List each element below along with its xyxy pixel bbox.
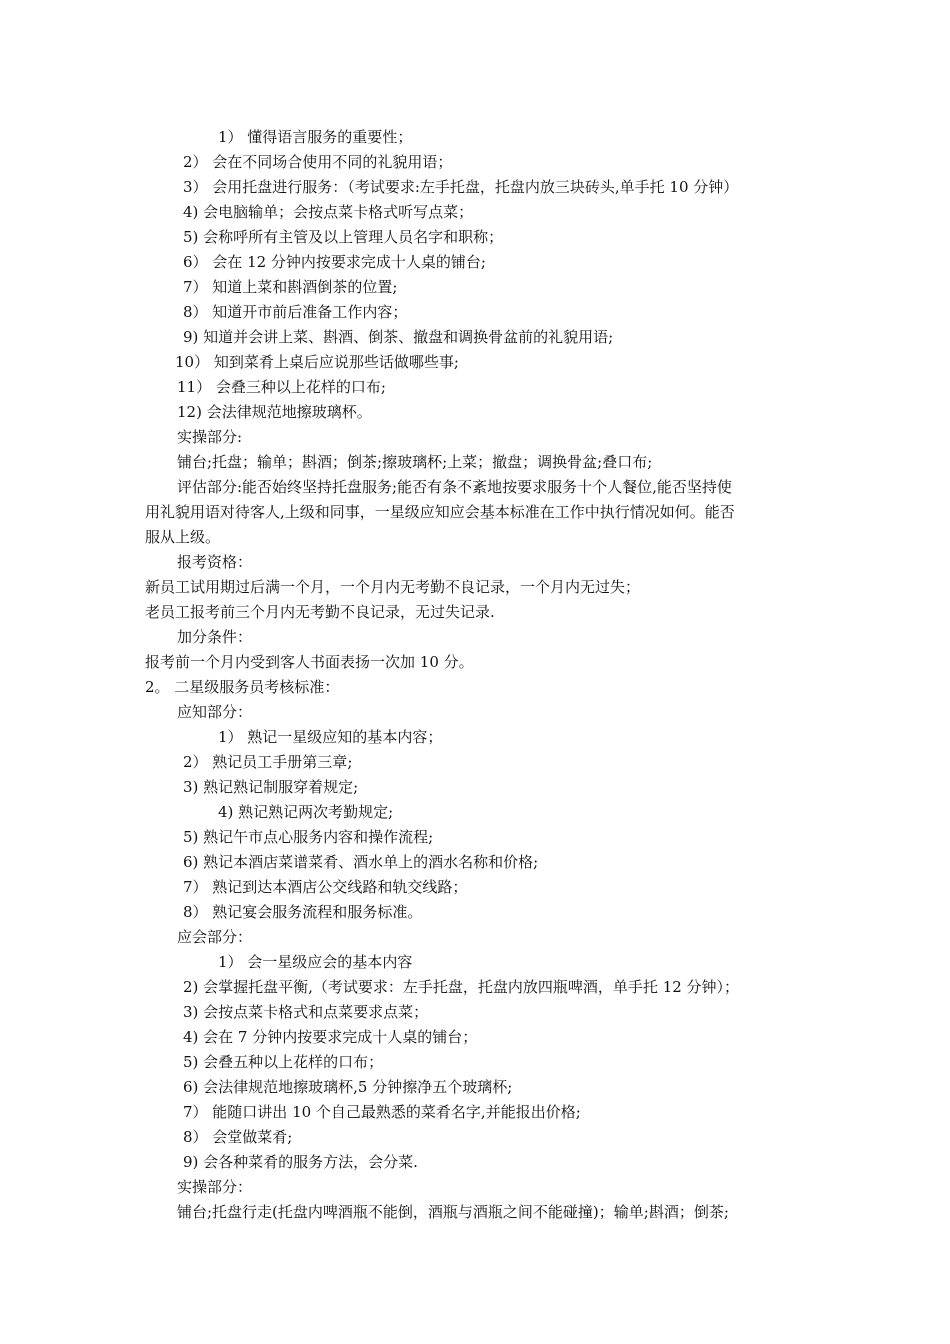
text-line: 4) 熟记熟记两次考勤规定; bbox=[218, 803, 394, 821]
text-line: 6) 会法律规范地擦玻璃杯,5 分钟擦净五个玻璃杯; bbox=[183, 1078, 513, 1096]
text-line: 6) 熟记本酒店菜谱菜肴、酒水单上的酒水名称和价格; bbox=[183, 853, 539, 871]
text-line: 3） 会用托盘进行服务：（考试要求:左手托盘，托盘内放三块砖头,单手托 10 分钟） bbox=[183, 178, 739, 196]
text-line: 铺台;托盘行走(托盘内啤酒瓶不能倒，酒瓶与酒瓶之间不能碰撞)；输单;斟酒；倒茶; bbox=[177, 1203, 729, 1221]
text-line: 铺台;托盘；输单；斟酒；倒茶;擦玻璃杯;上菜；撤盘；调换骨盆;叠口布; bbox=[177, 453, 653, 471]
text-line: 12) 会法律规范地擦玻璃杯。 bbox=[177, 403, 372, 421]
text-line: 5) 熟记午市点心服务内容和操作流程; bbox=[183, 828, 434, 846]
text-line: 2) 会掌握托盘平衡,（考试要求：左手托盘，托盘内放四瓶啤酒，单手托 12 分钟）； bbox=[183, 978, 740, 996]
text-line: 11） 会叠三种以上花样的口布; bbox=[177, 378, 386, 396]
text-line: 评估部分:能否始终坚持托盘服务;能否有条不紊地按要求服务十个人餐位,能否坚持使 bbox=[177, 478, 732, 496]
text-line: 7） 熟记到达本酒店公交线路和轨交线路； bbox=[183, 878, 468, 896]
section-heading: 报考资格： bbox=[177, 553, 253, 571]
text-line: 1） 熟记一星级应知的基本内容； bbox=[218, 728, 443, 746]
text-line: 1） 会一星级应会的基本内容 bbox=[218, 953, 413, 971]
text-line: 9) 会各种菜肴的服务方法，会分菜. bbox=[183, 1153, 418, 1171]
text-line: 8） 会堂做菜肴; bbox=[183, 1128, 293, 1146]
text-line: 7） 知道上菜和斟酒倒茶的位置; bbox=[183, 278, 398, 296]
text-line: 2） 会在不同场合使用不同的礼貌用语； bbox=[183, 153, 453, 171]
text-line: 8） 熟记宴会服务流程和服务标准。 bbox=[183, 903, 423, 921]
text-line: 报考前一个月内受到客人书面表扬一次加 10 分。 bbox=[145, 653, 474, 671]
text-line: 3) 熟记熟记制服穿着规定; bbox=[183, 778, 359, 796]
section-heading: 实操部分: bbox=[177, 428, 243, 446]
text-line: 4) 会在 7 分钟内按要求完成十人桌的铺台； bbox=[183, 1028, 478, 1046]
text-line: 8） 知道开市前后准备工作内容； bbox=[183, 303, 408, 321]
text-line: 服从上级。 bbox=[145, 528, 221, 546]
text-line: 2） 熟记员工手册第三章; bbox=[183, 753, 353, 771]
text-line: 6） 会在 12 分钟内按要求完成十人桌的铺台; bbox=[183, 253, 486, 271]
text-line: 老员工报考前三个月内无考勤不良记录，无过失记录. bbox=[145, 603, 495, 621]
text-line: 10） 知到菜肴上桌后应说那些话做哪些事; bbox=[175, 353, 459, 371]
text-line: 5) 会称呼所有主管及以上管理人员名字和职称； bbox=[183, 228, 504, 246]
text-line: 3) 会按点菜卡格式和点菜要求点菜； bbox=[183, 1003, 429, 1021]
text-line: 9) 知道并会讲上菜、斟酒、倒茶、撤盘和调换骨盆前的礼貌用语; bbox=[183, 328, 614, 346]
text-line: 新员工试用期过后满一个月，一个月内无考勤不良记录，一个月内无过失； bbox=[145, 578, 641, 596]
text-line: 用礼貌用语对待客人,上级和同事，一星级应知应会基本标准在工作中执行情况如何。能否 bbox=[145, 503, 735, 521]
section-heading: 加分条件： bbox=[177, 628, 253, 646]
text-line: 1） 懂得语言服务的重要性； bbox=[218, 128, 413, 146]
section-heading: 实操部分： bbox=[177, 1178, 253, 1196]
section-heading: 应会部分： bbox=[177, 928, 253, 946]
text-line: 5) 会叠五种以上花样的口布； bbox=[183, 1053, 384, 1071]
text-line: 7） 能随口讲出 10 个自己最熟悉的菜肴名字,并能报出价格; bbox=[183, 1103, 581, 1121]
section-heading: 应知部分： bbox=[177, 703, 253, 721]
section-title: 2。 二星级服务员考核标准： bbox=[145, 678, 340, 696]
text-line: 4) 会电脑输单；会按点菜卡格式听写点菜； bbox=[183, 203, 474, 221]
